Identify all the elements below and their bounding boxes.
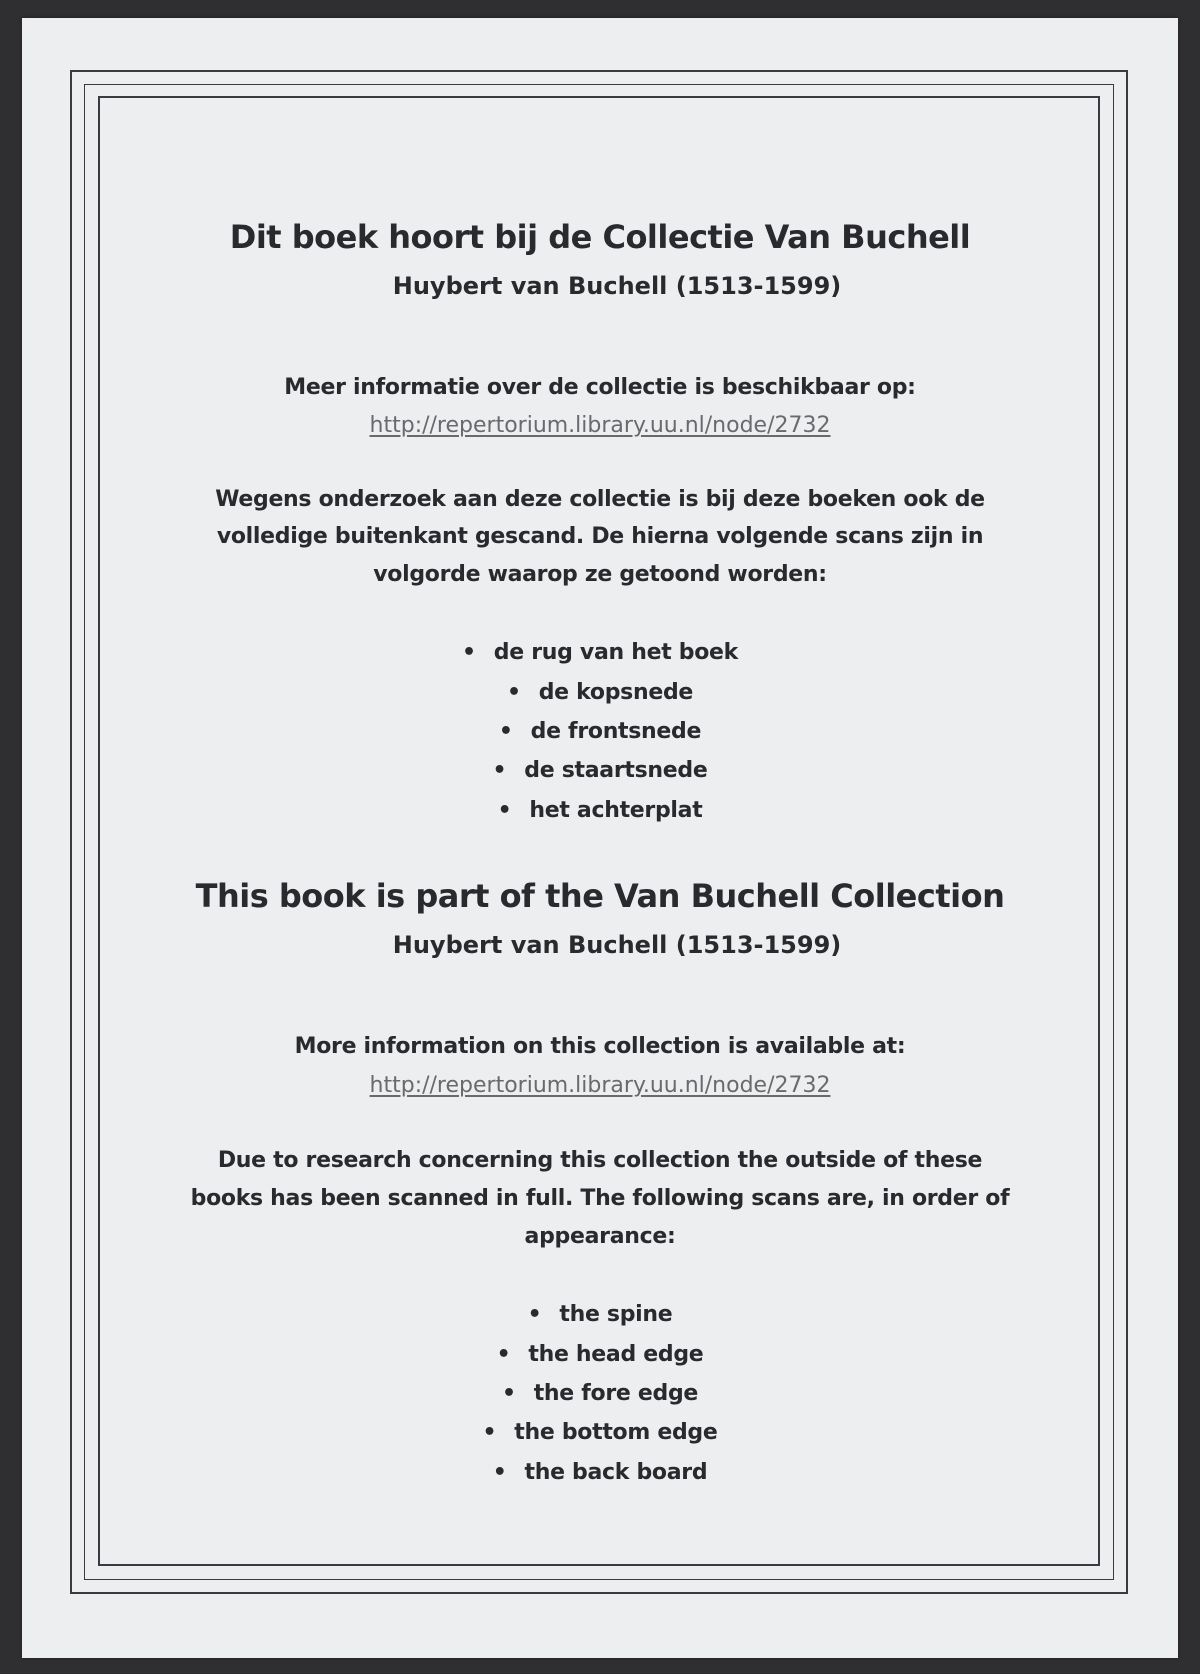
english-list-item-label: the fore edge — [533, 1381, 699, 1406]
dutch-list-item-label: de rug van het boek — [493, 640, 738, 665]
english-list-item — [0, 1420, 1200, 1445]
english-paragraph-line: books has been scanned in full. The following scans are, in order of — [190, 1186, 1010, 1211]
english-list-item — [0, 1381, 1200, 1406]
dutch-paragraph-line: volgorde waarop ze getoond worden: — [373, 562, 827, 587]
bullet-icon — [528, 1302, 560, 1327]
english-list-item-label: the head edge — [528, 1342, 704, 1367]
dutch-subtitle: Huybert van Buchell (1513-1599) — [392, 272, 842, 300]
dutch-list-item — [0, 719, 1200, 744]
bullet-icon — [483, 1420, 515, 1445]
bullet-icon — [502, 1381, 534, 1406]
bullet-icon — [498, 798, 530, 823]
dutch-list-item-label: de kopsnede — [538, 680, 694, 705]
bullet-icon — [507, 680, 539, 705]
english-paragraph-line: Due to research concerning this collection the outside of these — [217, 1148, 983, 1173]
english-collection-link[interactable]: http://repertorium.library.uu.nl/node/2732 — [369, 1073, 831, 1098]
english-list-item — [0, 1460, 1200, 1485]
dutch-list-item — [0, 680, 1200, 705]
bullet-icon — [493, 1460, 525, 1485]
english-title: This book is part of the Van Buchell Collection — [195, 877, 1005, 915]
english-paragraph-line: appearance: — [524, 1224, 676, 1249]
dutch-list-item-label: de staartsnede — [524, 758, 708, 783]
bullet-icon — [462, 640, 494, 665]
dutch-paragraph-line: volledige buitenkant gescand. De hierna volgende scans zijn in — [216, 524, 984, 549]
dutch-list-item-label: de frontsnede — [530, 719, 702, 744]
english-more-info: More information on this collection is available at: — [294, 1034, 906, 1059]
english-list-item-label: the back board — [524, 1460, 708, 1485]
bullet-icon — [497, 1342, 529, 1367]
dutch-link-row — [0, 413, 1200, 438]
english-list-item — [0, 1342, 1200, 1367]
bullet-icon — [499, 719, 531, 744]
dutch-more-info: Meer informatie over de collectie is beschikbaar op: — [284, 375, 916, 400]
dutch-list-item — [0, 640, 1200, 665]
dutch-list-item-label: het achterplat — [529, 798, 703, 823]
dutch-list-item — [0, 758, 1200, 783]
english-link-row — [0, 1073, 1200, 1098]
english-subtitle: Huybert van Buchell (1513-1599) — [392, 931, 842, 959]
dutch-paragraph-line: Wegens onderzoek aan deze collectie is bij deze boeken ook de — [215, 487, 985, 512]
english-list-item — [0, 1302, 1200, 1327]
dutch-collection-link[interactable]: http://repertorium.library.uu.nl/node/2732 — [369, 413, 831, 438]
bullet-icon — [493, 758, 525, 783]
english-list-item-label: the spine — [559, 1302, 673, 1327]
dutch-list-item — [0, 798, 1200, 823]
english-list-item-label: the bottom edge — [514, 1420, 718, 1445]
dutch-title: Dit boek hoort bij de Collectie Van Buchell — [229, 218, 971, 256]
